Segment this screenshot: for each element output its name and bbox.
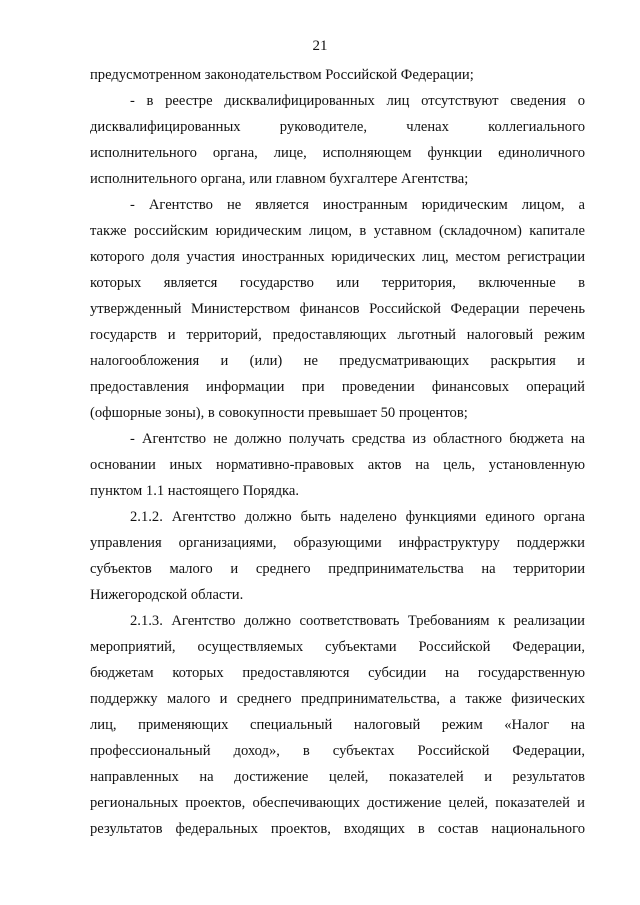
- text-line: субъектов малого и среднего предпринимательства на территории: [90, 561, 585, 577]
- text-line: лиц, применяющих специальный налоговый режим «Налог на: [90, 717, 585, 733]
- text-line: пунктом 1.1 настоящего Порядка.: [90, 483, 300, 499]
- text-line: предоставления информации при проведении финансовых операций: [90, 379, 585, 395]
- text-line: утвержденный Министерством финансов Российской Федерации перечень: [90, 301, 585, 317]
- text-line: направленных на достижение целей, показателей и результатов: [90, 769, 585, 785]
- text-line: 2.1.2. Агентство должно быть наделено функциями единого органа: [130, 509, 585, 525]
- text-line: дисквалифицированных руководителе, членах коллегиального: [90, 119, 585, 135]
- page-number: 21: [312, 38, 328, 54]
- text-line: результатов федеральных проектов, входящих в состав национального: [90, 821, 585, 837]
- text-line: мероприятий, осуществляемых субъектами Российской Федерации,: [90, 639, 585, 655]
- text-line: государств и территорий, предоставляющих льготный налоговый режим: [90, 327, 585, 343]
- text-line: региональных проектов, обеспечивающих достижение целей, показателей и: [90, 795, 585, 811]
- text-line: налогообложения и (или) не предусматривающих раскрытия и: [90, 353, 585, 369]
- text-line: 2.1.3. Агентство должно соответствовать Требованиям к реализации: [130, 613, 585, 629]
- text-line: (офшорные зоны), в совокупности превышает 50 процентов;: [90, 405, 468, 421]
- document-body: [90, 62, 585, 842]
- text-line: - Агентство не является иностранным юридическим лицом, а: [130, 197, 585, 213]
- text-line: исполнительного органа, или главном бухгалтере Агентства;: [90, 171, 469, 187]
- text-line: - в реестре дисквалифицированных лиц отсутствуют сведения о: [130, 93, 585, 109]
- text-line: предусмотренном законодательством Российской Федерации;: [90, 67, 474, 83]
- text-line: основании иных нормативно-правовых актов на цель, установленную: [90, 457, 585, 473]
- text-line: бюджетам которых предоставляются субсидии на государственную: [90, 665, 585, 681]
- text-line: профессиональный доход», в субъектах Российской Федерации,: [90, 743, 585, 759]
- text-line: Нижегородской области.: [90, 587, 244, 603]
- text-line: поддержку малого и среднего предпринимательства, а также физических: [90, 691, 585, 707]
- text-line: - Агентство не должно получать средства из областного бюджета на: [130, 431, 585, 447]
- text-line: которого доля участия иностранных юридических лиц, местом регистрации: [90, 249, 585, 265]
- text-line: которых является государство или территория, включенные в: [90, 275, 585, 291]
- text-line: также российским юридическим лицом, в уставном (складочном) капитале: [90, 223, 585, 239]
- text-line: исполнительного органа, лице, исполняющем функции единоличного: [90, 145, 585, 161]
- text-line: управления организациями, образующими инфраструктуру поддержки: [90, 535, 585, 551]
